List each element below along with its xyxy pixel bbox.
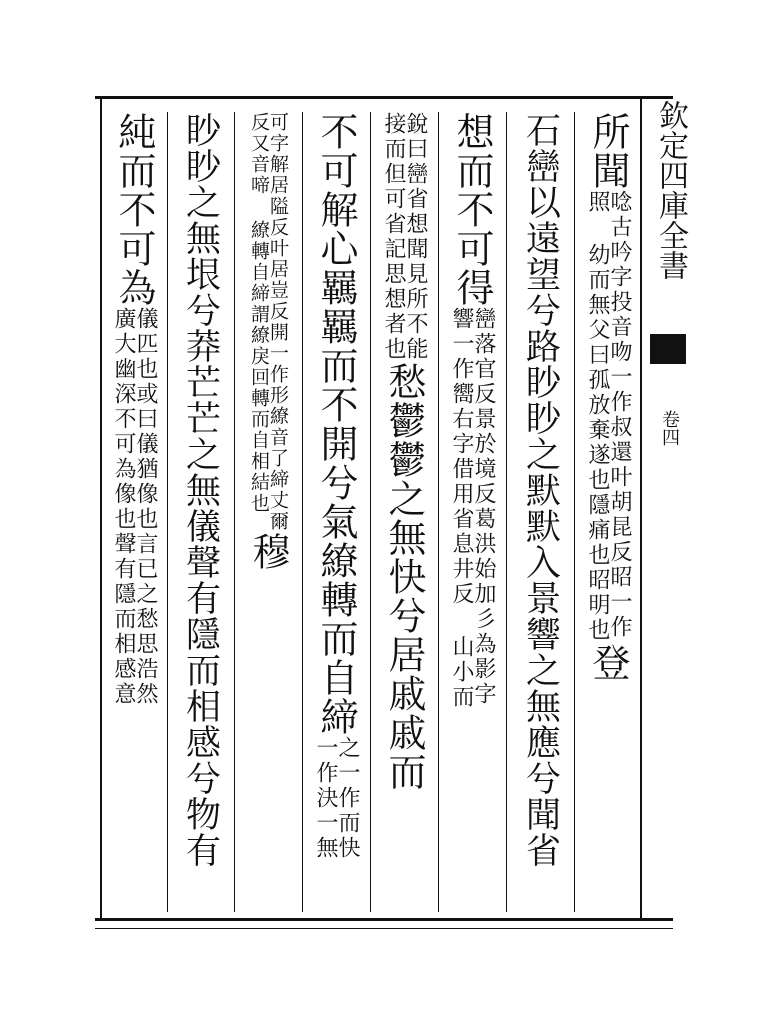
annotation-line: 一作決一無 (313, 736, 338, 861)
text-column-1 (578, 112, 638, 912)
column-divider (167, 112, 168, 912)
main-text: 不可解心羈羈而不開兮氣繚轉而自締 (314, 112, 358, 736)
annotation-line: 之一作而快 (335, 736, 360, 861)
juan-label: 卷四 (659, 410, 680, 446)
main-text: 純而不可為 (112, 112, 156, 307)
annotation-line: 廣大幽深不可為像也聲有隱而相感意 (111, 307, 136, 707)
column-divider (506, 112, 507, 912)
column-divider (438, 112, 439, 912)
main-text: 愁鬱鬱之無快兮居戚戚而 (382, 362, 426, 791)
annotation-line: 可字解居隘反叶居豈反開一作形繚音了締丈爾 (267, 112, 289, 532)
column-divider (234, 112, 235, 912)
annotation-line: 接而但可省記思想者也 (381, 112, 406, 362)
bottom-border (95, 918, 673, 921)
annotation-line: 銳曰巒省想聞見所不能 (403, 112, 428, 362)
left-border (100, 96, 102, 920)
column-divider (370, 112, 371, 912)
text-column-4 (374, 112, 434, 912)
main-text: 登 (586, 643, 630, 682)
main-text: 所聞 (586, 112, 630, 190)
text-column-3 (442, 112, 502, 912)
main-text: 穆 (246, 532, 290, 571)
column-divider (574, 112, 575, 912)
text-column-6 (238, 112, 298, 912)
column-divider (302, 112, 303, 912)
text-column-5 (306, 112, 366, 912)
text-column-7 (170, 112, 230, 912)
main-text: 想而不可得 (450, 112, 494, 307)
annotation-line: 反又音啼 繚轉自締謂繚戾回轉而自相結也 (248, 112, 270, 514)
top-border (95, 96, 673, 99)
fish-tail-mark (650, 334, 686, 364)
annotation-line: 響一作嚮右字借用省息井反 山小而 (449, 307, 474, 710)
header-divider (640, 96, 642, 920)
book-title: 欽定四庫全書 (653, 100, 688, 280)
annotation-line: 巒落官反景於境反葛洪始加彡為影字 (471, 307, 496, 707)
text-column-2 (510, 112, 570, 912)
main-text: 眇眇之無垠兮莽芒芒之無儀聲有隱而相感兮物有 (180, 112, 221, 868)
annotation-line: 照 幼而無父曰孤放棄遂也隱痛也昭明也 (585, 190, 610, 643)
annotation-line: 儀匹也或曰儀猶像也言已之愁思浩然 (133, 307, 158, 707)
text-column-8 (104, 112, 164, 912)
bottom-border-thin (95, 928, 673, 929)
annotation-line: 唸古吟字投音吻一作叔還叶胡昆反昭一作 (607, 190, 632, 640)
main-text: 石巒以遠望兮路眇眇之默默入景響之無應兮聞省 (520, 112, 561, 868)
